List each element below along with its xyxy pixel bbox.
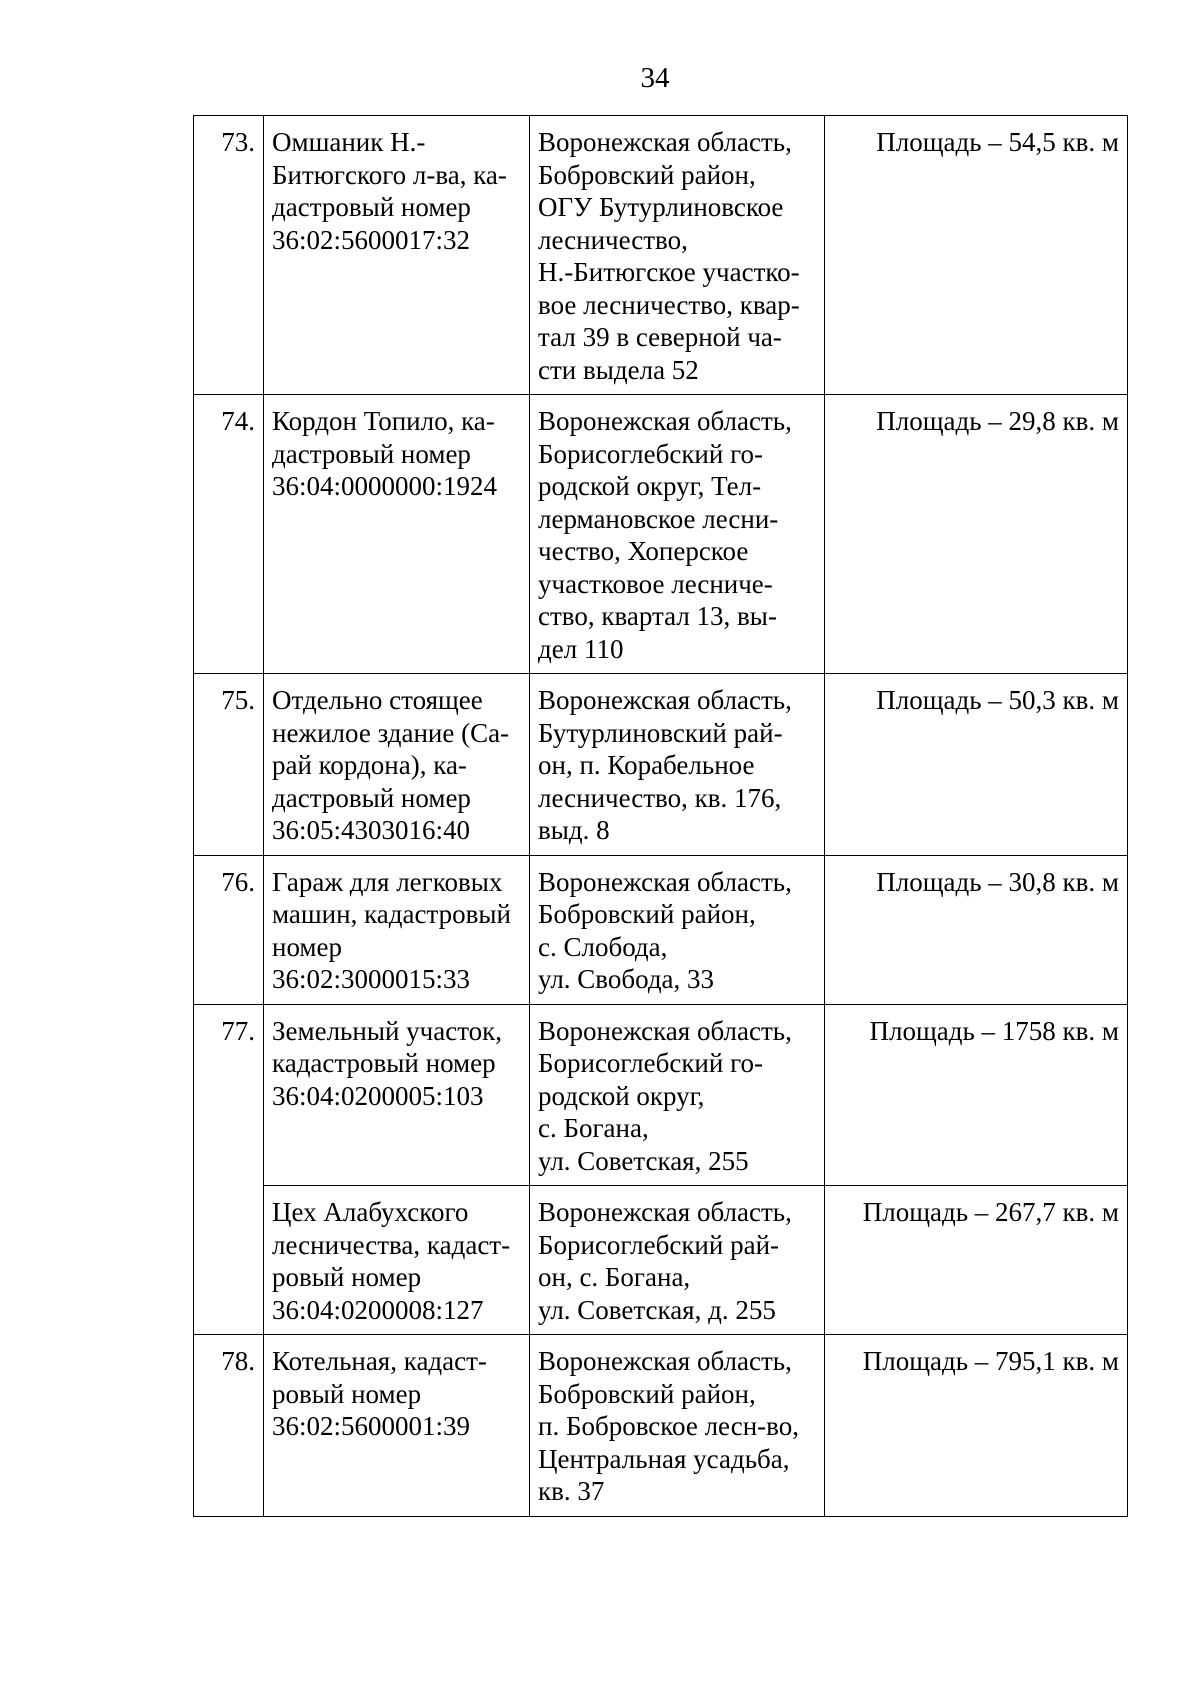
table-row [194, 855, 1128, 1004]
row-number: 78. [194, 1335, 264, 1517]
object-area: Площадь – 267,7 кв. м [825, 1186, 1128, 1335]
table-row [194, 674, 1128, 856]
object-name: Земельный участок, кадастровый номер 36:04:0200005:103 [264, 1004, 530, 1186]
table-row [194, 1004, 1128, 1186]
object-name: Отдельно стоящее нежилое здание (Са- рай кордона), ка- дастровый номер 36:05:4303016:40 [264, 674, 530, 856]
object-area: Площадь – 30,8 кв. м [825, 855, 1128, 1004]
object-address: Воронежская область, Бобровский район, п. Бобровское лесн-во, Центральная усадьба, кв. 37 [530, 1335, 825, 1517]
object-area: Площадь – 1758 кв. м [825, 1004, 1128, 1186]
object-address: Воронежская область, Бобровский район, ОГУ Бутурлиновское лесничество, Н.-Битюгское участко- вое лесничество, квар- тал 39 в северной ча- сти выдела 52 [530, 116, 825, 395]
object-area: Площадь – 54,5 кв. м [825, 116, 1128, 395]
object-name: Кордон Топило, ка- дастровый номер 36:04:0000000:1924 [264, 395, 530, 674]
row-number: 74. [194, 395, 264, 674]
table-row [194, 1186, 1128, 1335]
object-name: Омшаник Н.- Битюгского л-ва, ка- дастровый номер 36:02:5600017:32 [264, 116, 530, 395]
object-name: Гараж для легковых машин, кадастровый номер 36:02:3000015:33 [264, 855, 530, 1004]
table-row [194, 395, 1128, 674]
object-name: Цех Алабухского лесничества, кадаст- ровый номер 36:04:0200008:127 [264, 1186, 530, 1335]
row-number: 76. [194, 855, 264, 1004]
object-area: Площадь – 29,8 кв. м [825, 395, 1128, 674]
page-number: 34 [640, 62, 670, 94]
table-row [194, 116, 1128, 395]
object-address: Воронежская область, Борисоглебский рай- он, с. Богана, ул. Советская, д. 255 [530, 1186, 825, 1335]
object-address: Воронежская область, Борисоглебский го- родской округ, с. Богана, ул. Советская, 255 [530, 1004, 825, 1186]
row-number: 75. [194, 674, 264, 856]
row-number: 77. [194, 1004, 264, 1335]
table-row [194, 1335, 1128, 1517]
row-number: 73. [194, 116, 264, 395]
object-address: Воронежская область, Бобровский район, с. Слобода, ул. Свобода, 33 [530, 855, 825, 1004]
object-address: Воронежская область, Борисоглебский го- родской округ, Тел- лермановское лесни- чество, Хоперское участковое лесниче- ство, квартал 13, вы- дел 110 [530, 395, 825, 674]
object-area: Площадь – 795,1 кв. м [825, 1335, 1128, 1517]
object-address: Воронежская область, Бутурлиновский рай- он, п. Корабельное лесничество, кв. 176, выд. 8 [530, 674, 825, 856]
property-table [193, 115, 1128, 1517]
object-name: Котельная, кадаст- ровый номер 36:02:5600001:39 [264, 1335, 530, 1517]
object-area: Площадь – 50,3 кв. м [825, 674, 1128, 856]
